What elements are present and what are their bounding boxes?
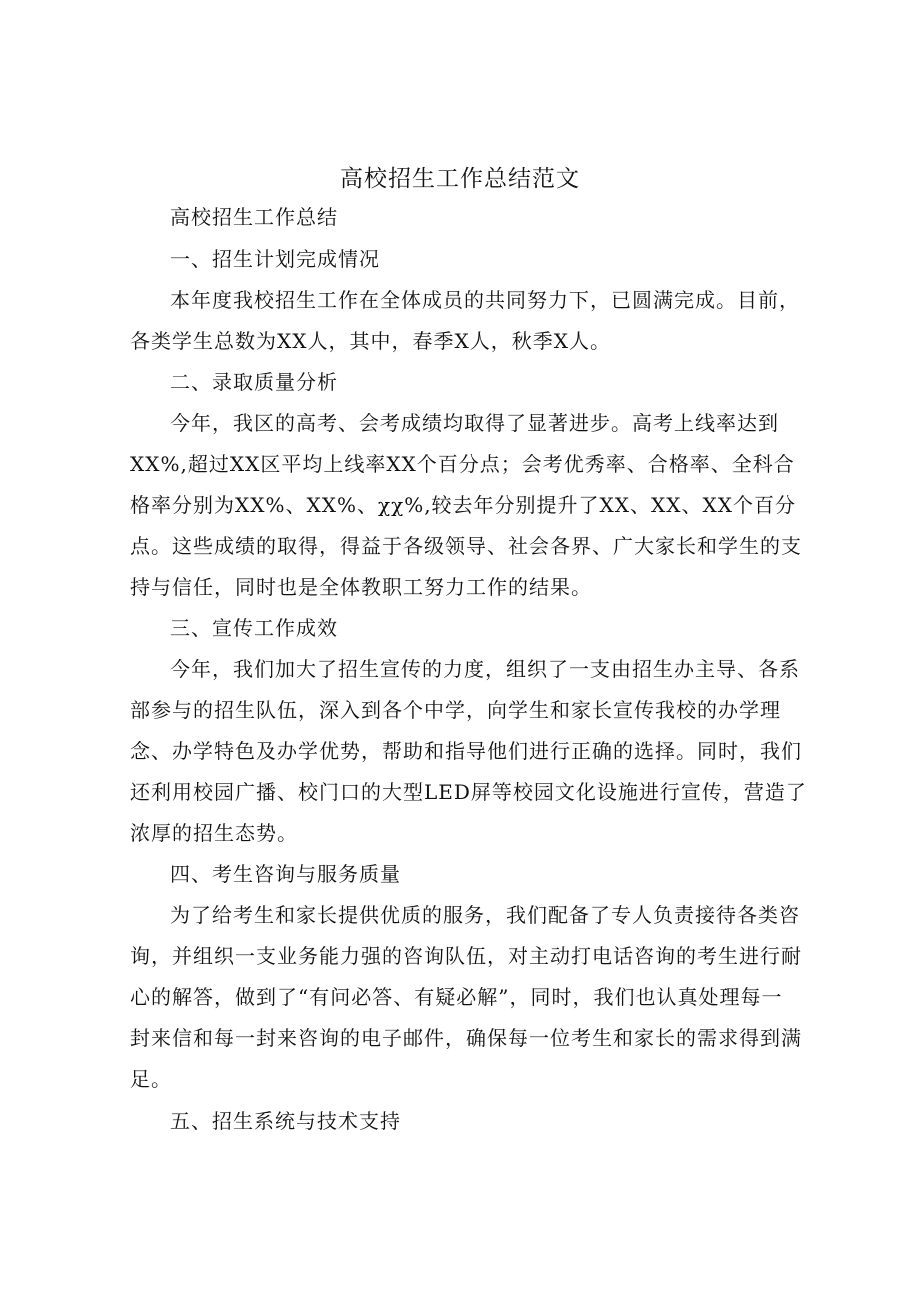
paragraph-line: 念、办学特色及办学优势，帮助和指导他们进行正确的选择。同时，我们	[130, 739, 802, 763]
document-title: 高校招生工作总结范文	[340, 166, 580, 192]
paragraph-line: 封来信和每一封来咨询的电子邮件，确保每一位考生和家长的需求得到满	[130, 1026, 802, 1050]
paragraph-line: 持与信任，同时也是全体教职工努力工作的结果。	[130, 575, 592, 599]
document-subtitle: 高校招生工作总结	[170, 205, 338, 229]
paragraph-line: 格率分别为XX%、XX%、χχ%,较去年分别提升了XX、XX、XX个百分	[130, 493, 796, 517]
paragraph-line: 各类学生总数为XX人，其中，春季X人，秋季X人。	[130, 329, 611, 353]
paragraph-line: 浓厚的招生态势。	[130, 821, 298, 845]
paragraph-line: 部参与的招生队伍，深入到各个中学，向学生和家长宣传我校的办学理	[130, 698, 781, 722]
section-heading-5: 五、招生系统与技术支持	[170, 1109, 401, 1133]
paragraph-line: 心的解答，做到了“有问必答、有疑必解”，同时，我们也认真处理每一	[130, 985, 783, 1009]
paragraph-line: 询，并组织一支业务能力强的咨询队伍，对主动打电话咨询的考生进行耐	[130, 944, 802, 968]
section-heading-3: 三、宣传工作成效	[170, 616, 338, 640]
paragraph-line: 今年，我们加大了招生宣传的力度，组织了一支由招生办主导、各系	[170, 657, 800, 681]
paragraph-line: 今年，我区的高考、会考成绩均取得了显著进步。高考上线率达到	[170, 411, 779, 435]
paragraph-line: 为了给考生和家长提供优质的服务，我们配备了专人负责接待各类咨	[170, 903, 800, 927]
section-heading-2: 二、录取质量分析	[170, 370, 338, 394]
paragraph-line: 足。	[130, 1067, 172, 1091]
section-heading-4: 四、考生咨询与服务质量	[170, 862, 401, 886]
paragraph-line: 还利用校园广播、校门口的大型LED屏等校园文化设施进行宣传，营造了	[130, 780, 807, 804]
section-heading-1: 一、招生计划完成情况	[170, 247, 380, 271]
paragraph-line: XX%,超过XX区平均上线率XX个百分点；会考优秀率、合格率、全科合	[130, 452, 795, 476]
paragraph-line: 本年度我校招生工作在全体成员的共同努力下，已圆满完成。目前，	[170, 288, 800, 312]
paragraph-line: 点。这些成绩的取得，得益于各级领导、社会各界、广大家长和学生的支	[130, 534, 802, 558]
